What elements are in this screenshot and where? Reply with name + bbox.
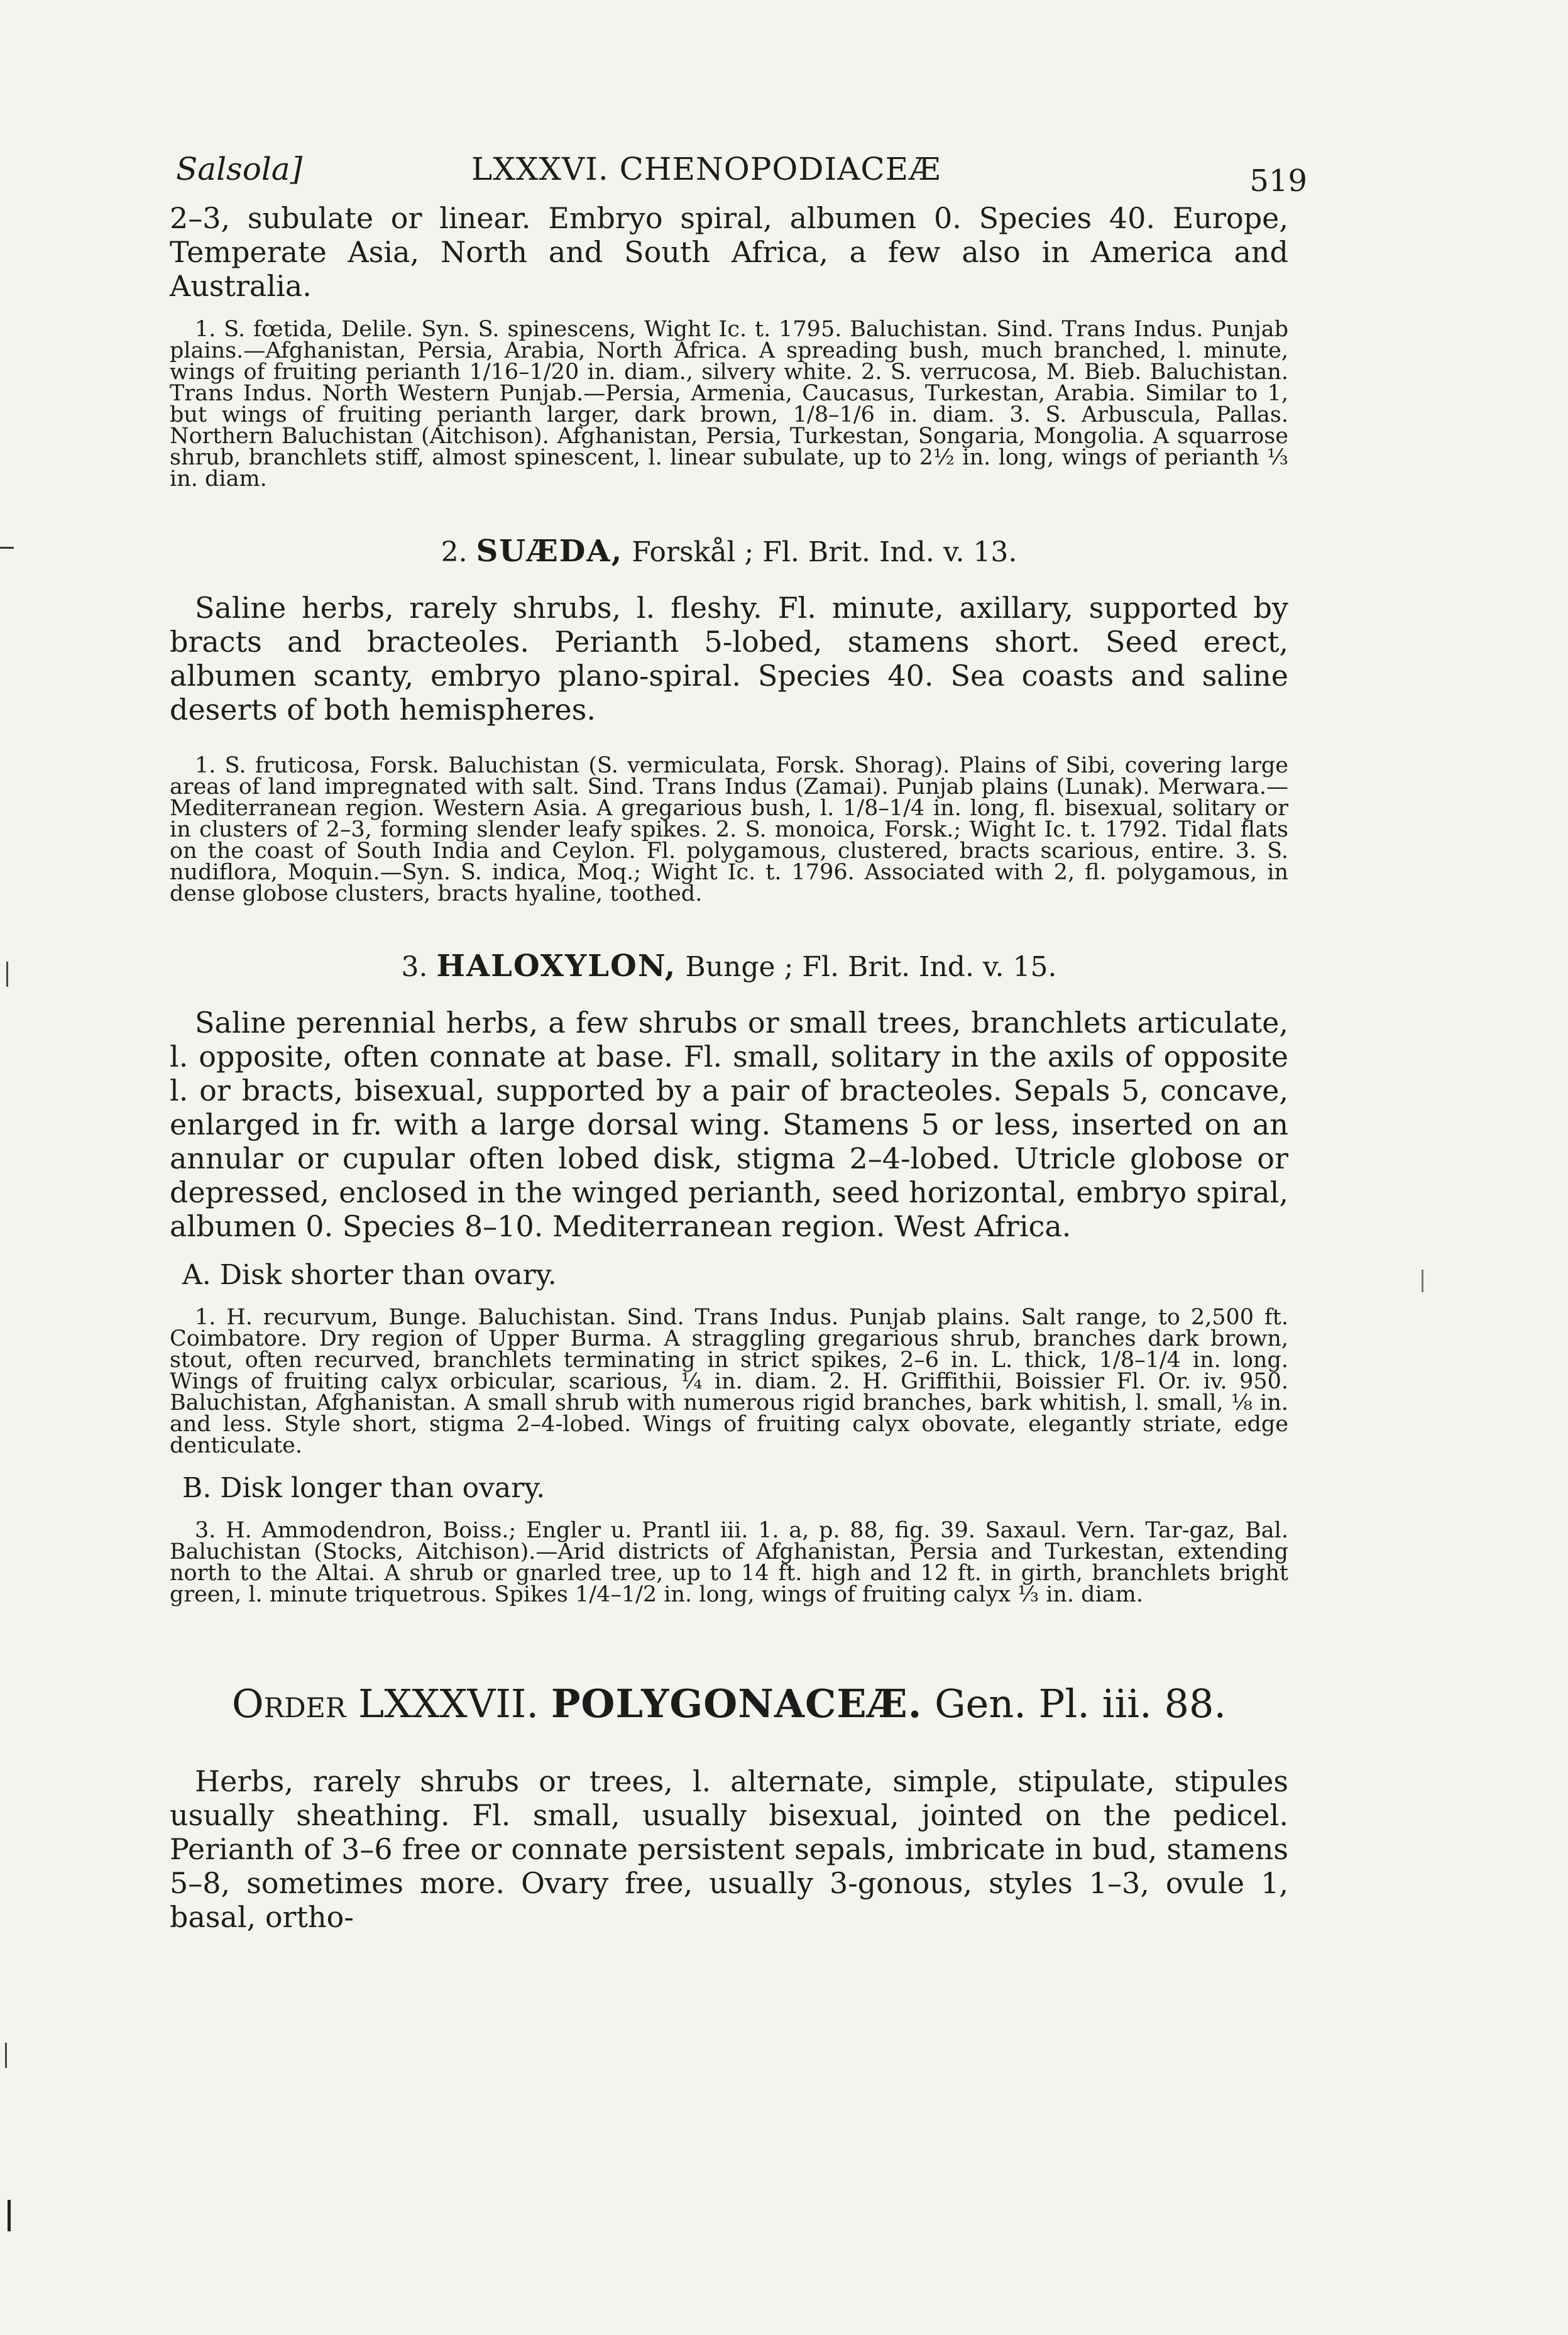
order-reference: Gen. Pl. iii. 88. <box>935 1681 1227 1727</box>
margin-mark <box>0 547 14 549</box>
margin-tick <box>5 2043 7 2068</box>
genus-heading-suaeda <box>170 534 1288 569</box>
order-name: POLYGONACEÆ. <box>551 1681 923 1727</box>
genus-name: SUÆDA, <box>476 534 623 569</box>
margin-tick <box>1422 1270 1423 1292</box>
genus-heading-haloxylon <box>170 948 1288 984</box>
running-head-title: LXXXVI. CHENOPODIACEÆ <box>471 151 941 187</box>
running-head <box>170 145 1307 201</box>
key-heading-a: A. Disk shorter than ovary. <box>182 1259 557 1291</box>
suaeda-description: Saline herbs, rarely shrubs, l. fleshy. Fl. minute, axillary, supported by bracts and bracteoles. Perianth 5-lobed, stamens short. Seed erect, albumen scanty, embryo plano-spiral. Species 40. Sea coasts and saline deserts of both hemispheres. <box>170 591 1288 727</box>
key-heading-b: B. Disk longer than ovary. <box>182 1472 546 1504</box>
haloxylon-species-a: 1. H. recurvum, Bunge. Baluchistan. Sind. Trans Indus. Punjab plains. Salt range, to 2,500 ft. Coimbatore. Dry region of Upper Burma. A straggling gregarious shrub, branches dark brown, stout, often recurved, branchlets terminating in strict spikes, 2–6 in. L. thick, 1/8–1/4 in. long. Wings of fruiting calyx orbicular, scarious, ¼ in. diam. 2. H. Griffithii, Boissier Fl. Or. iv. 950. Baluchistan, Afghanistan. A small shrub with numerous rigid branches, bark whitish, l. small, ⅛ in. and less. Style short, stigma 2–4-lobed. Wings of fruiting calyx obovate, elegantly striate, edge denticulate. <box>170 1305 1288 1458</box>
margin-tick <box>6 962 8 987</box>
running-head-left: Salsola] <box>176 151 303 187</box>
salsola-description-end: 2–3, subulate or linear. Embryo spiral, albumen 0. Species 40. Europe, Temperate Asia, North and South Africa, a few also in America and Australia. <box>170 201 1288 303</box>
haloxylon-description: Saline perennial herbs, a few shrubs or small trees, branchlets articulate, l. opposite, often connate at base. Fl. small, solitary in the axils of opposite l. or bracts, bisexual, supported by a pair of bracteoles. Sepals 5, concave, enlarged in fr. with a large dorsal wing. Stamens 5 or less, inserted on an annular or cupular often lobed disk, stigma 2–4-lobed. Utricle globose or depressed, enclosed in the winged perianth, seed horizontal, embryo spiral, albumen 0. Species 8–10. Mediterranean region. West Africa. <box>170 1006 1288 1243</box>
genus-number: 2. <box>441 536 468 568</box>
order-number: LXXXVII. <box>358 1681 539 1727</box>
genus-reference: Bunge ; Fl. Brit. Ind. v. 15. <box>676 951 1057 983</box>
order-heading <box>170 1681 1288 1727</box>
genus-reference: Forskål ; Fl. Brit. Ind. v. 13. <box>623 536 1017 568</box>
haloxylon-species-b: 3. H. Ammodendron, Boiss.; Engler u. Prantl iii. 1. a, p. 88, fig. 39. Saxaul. Vern. Tar-gaz, Bal. Baluchistan (Stocks, Aitchison).—Arid districts of Afghanistan, Persia and Turkestan, extending north to the Altai. A shrub or gnarled tree, up to 14 ft. high and 12 ft. in girth, branchlets bright green, l. minute triquetrous. Spikes 1/4–1/2 in. long, wings of fruiting calyx ⅓ in. diam. <box>170 1518 1288 1607</box>
order-label: Order <box>231 1681 346 1727</box>
genus-number: 3. <box>401 951 428 983</box>
suaeda-species: 1. S. fruticosa, Forsk. Baluchistan (S. vermiculata, Forsk. Shorag). Plains of Sibi, covering large areas of land impregnated with salt. Sind. Trans Indus (Zamai). Punjab plains (Lunak). Merwara.—Mediterranean region. Western Asia. A gregarious bush, l. 1/8–1/4 in. long, fl. bisexual, solitary or in clusters of 2–3, forming slender leafy spikes. 2. S. monoica, Forsk.; Wight Ic. t. 1792. Tidal flats on the coast of South India and Ceylon. Fl. polygamous, clustered, bracts scarious, entire. 3. S. nudiflora, Moquin.—Syn. S. indica, Moq.; Wight Ic. t. 1796. Associated with 2, fl. polygamous, in dense globose clusters, bracts hyaline, toothed. <box>170 753 1288 906</box>
order-description: Herbs, rarely shrubs or trees, l. alternate, simple, stipulate, stipules usually sheathing. Fl. small, usually bisexual, jointed on the pedicel. Perianth of 3–6 free or connate persistent sepals, imbricate in bud, stamens 5–8, sometimes more. Ovary free, usually 3-gonous, styles 1–3, ovule 1, basal, ortho- <box>170 1764 1288 1934</box>
salsola-species: 1. S. fœtida, Delile. Syn. S. spinescens, Wight Ic. t. 1795. Baluchistan. Sind. Trans Indus. Punjab plains.—Afghanistan, Persia, Arabia, North Africa. A spreading bush, much branched, l. minute, wings of fruiting perianth 1/16–1/20 in. diam., silvery white. 2. S. verrucosa, M. Bieb. Baluchistan. Trans Indus. North Western Punjab.—Persia, Armenia, Caucasus, Turkestan, Arabia. Similar to 1, but wings of fruiting perianth larger, dark brown, 1/8–1/6 in. diam. 3. S. Arbuscula, Pallas. Northern Baluchistan (Aitchison). Afghanistan, Persia, Turkestan, Songaria, Mongolia. A squarrose shrub, branchlets stiff, almost spinescent, l. linear subulate, up to 2½ in. long, wings of perianth ⅓ in. diam. <box>170 317 1288 492</box>
page-number: 519 <box>1249 163 1307 199</box>
genus-name: HALOXYLON, <box>436 948 677 984</box>
page <box>170 145 1307 1934</box>
margin-tick <box>8 2200 11 2231</box>
